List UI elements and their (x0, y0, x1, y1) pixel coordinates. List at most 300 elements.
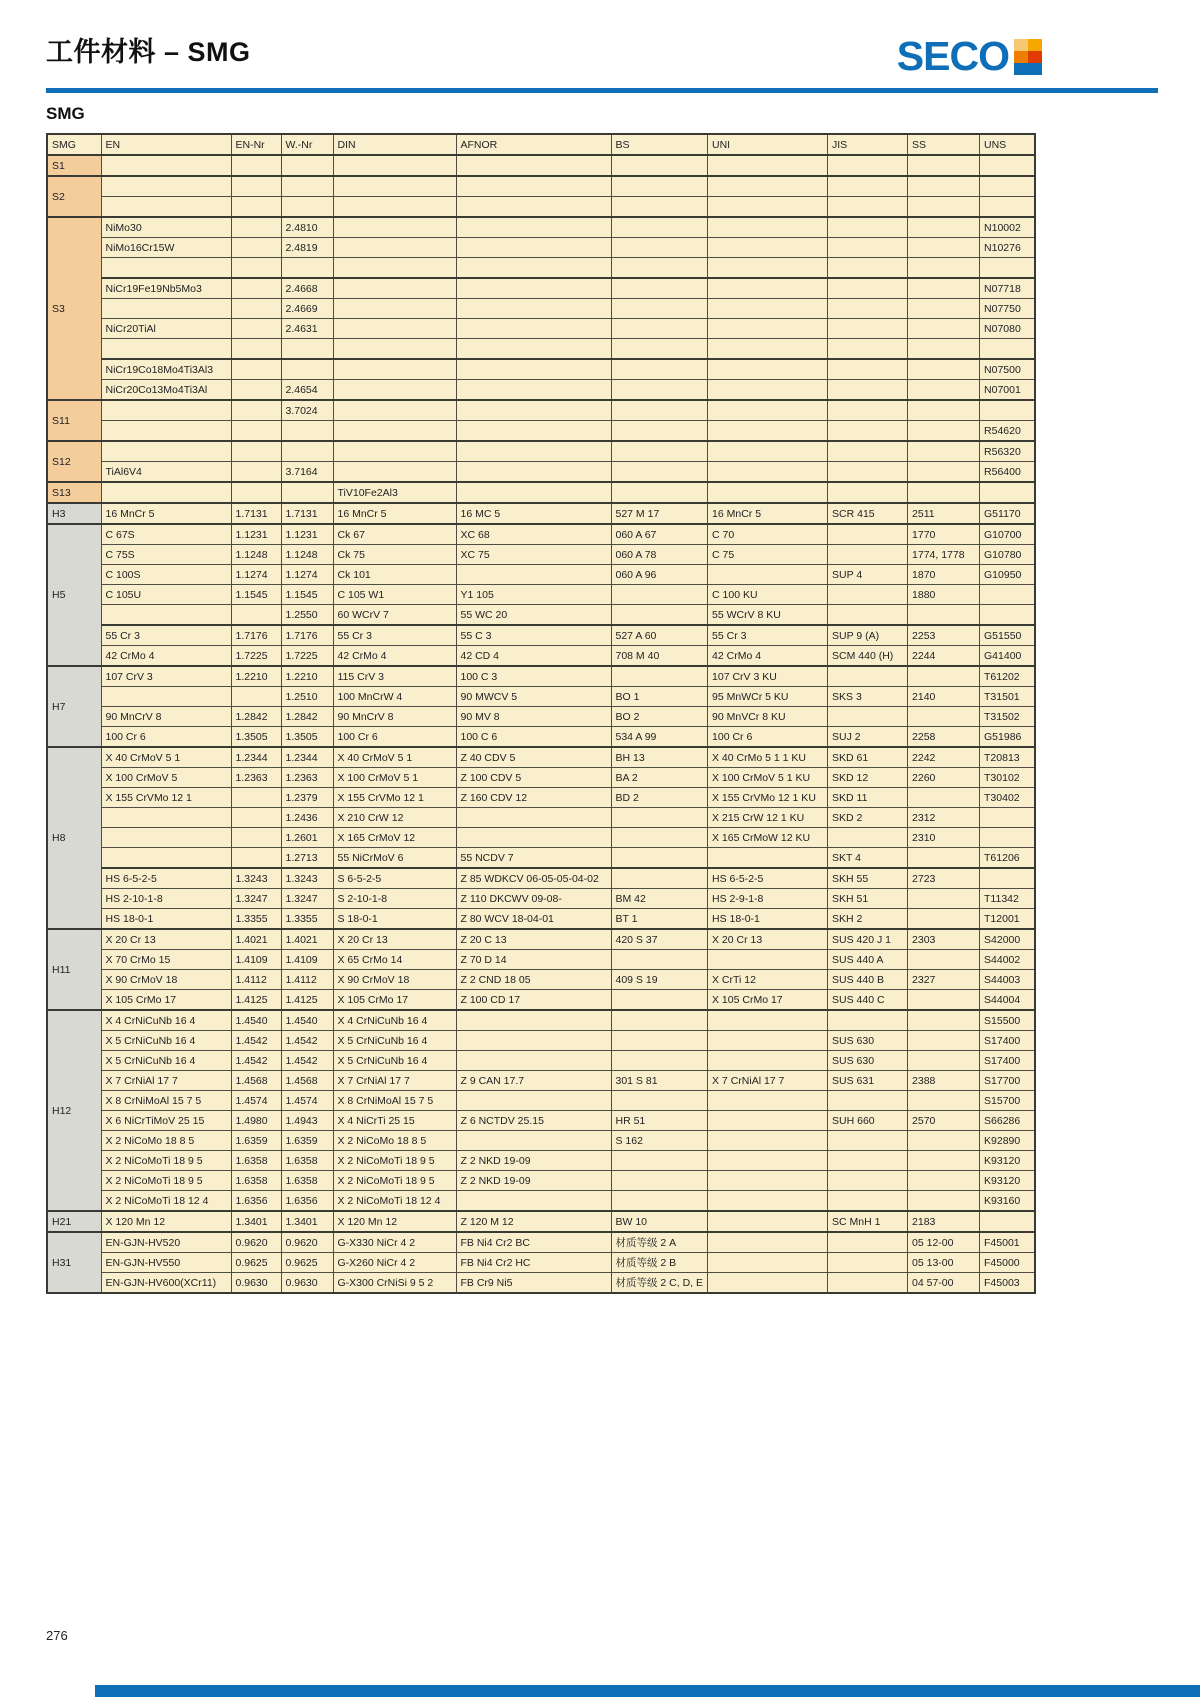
cell (708, 1051, 828, 1071)
cell (456, 1131, 611, 1151)
cell (456, 400, 611, 421)
cell: SUP 4 (828, 565, 908, 585)
cell: X 215 CrW 12 1 KU (708, 808, 828, 828)
cell (708, 565, 828, 585)
cell (908, 155, 980, 176)
cell (231, 808, 281, 828)
cell: K93120 (980, 1151, 1035, 1171)
cell (101, 605, 231, 626)
cell: K92890 (980, 1131, 1035, 1151)
cell (456, 299, 611, 319)
cell (611, 848, 708, 869)
cell: 42 CD 4 (456, 646, 611, 667)
cell: 90 MWCV 5 (456, 687, 611, 707)
cell (828, 197, 908, 218)
cell: HS 6-5-2-5 (708, 868, 828, 889)
table-row (47, 1071, 1035, 1091)
cell: 100 C 3 (456, 666, 611, 687)
cell: X 100 CrMoV 5 1 KU (708, 768, 828, 788)
cell: X 5 CrNiCuNb 16 4 (101, 1051, 231, 1071)
cell (708, 197, 828, 218)
cell (908, 197, 980, 218)
cell (456, 155, 611, 176)
cell (611, 197, 708, 218)
cell: SKT 4 (828, 848, 908, 869)
cell: 527 M 17 (611, 503, 708, 524)
cell (708, 1091, 828, 1111)
cell (908, 176, 980, 197)
column-header: UNI (708, 134, 828, 155)
cell: BD 2 (611, 788, 708, 808)
cell: 1.4568 (231, 1071, 281, 1091)
cell (980, 828, 1035, 848)
cell (333, 359, 456, 380)
cell: 2.4631 (281, 319, 333, 339)
cell: Z 20 C 13 (456, 929, 611, 950)
cell: 2260 (908, 768, 980, 788)
cell (231, 482, 281, 503)
cell: Z 120 M 12 (456, 1211, 611, 1232)
cell: N10002 (980, 217, 1035, 238)
cell: X 20 Cr 13 (333, 929, 456, 950)
cell (908, 258, 980, 279)
cell (708, 1111, 828, 1131)
cell: 1770 (908, 524, 980, 545)
cell (456, 828, 611, 848)
cell (980, 605, 1035, 626)
cell: F45000 (980, 1253, 1035, 1273)
cell (908, 1171, 980, 1191)
cell (908, 666, 980, 687)
cell (828, 258, 908, 279)
cell: 3.7164 (281, 462, 333, 483)
cell: 1.7176 (281, 625, 333, 646)
table-row (47, 768, 1035, 788)
cell: 2723 (908, 868, 980, 889)
cell (908, 299, 980, 319)
cell (281, 441, 333, 462)
cell: N07001 (980, 380, 1035, 401)
cell: 1.1248 (281, 545, 333, 565)
cell (908, 217, 980, 238)
cell: SUS 440 B (828, 970, 908, 990)
cell: X 90 CrMoV 18 (101, 970, 231, 990)
cell: SUP 9 (A) (828, 625, 908, 646)
table-row (47, 299, 1035, 319)
cell: 534 A 99 (611, 727, 708, 748)
section-label: SMG (46, 104, 85, 123)
cell (908, 421, 980, 442)
cell: 100 Cr 6 (333, 727, 456, 748)
cell (456, 441, 611, 462)
cell: 1.1231 (231, 524, 281, 545)
cell: T20813 (980, 747, 1035, 768)
cell: X 90 CrMoV 18 (333, 970, 456, 990)
cell: G-X260 NiCr 4 2 (333, 1253, 456, 1273)
cell: 16 MC 5 (456, 503, 611, 524)
cell: SCM 440 (H) (828, 646, 908, 667)
cell (980, 258, 1035, 279)
cell: 16 MnCr 5 (708, 503, 828, 524)
cell (908, 707, 980, 727)
table-row (47, 848, 1035, 869)
column-header: EN (101, 134, 231, 155)
cell (828, 1273, 908, 1294)
cell: HS 18-0-1 (708, 909, 828, 930)
cell: 1.7225 (281, 646, 333, 667)
cell: S44003 (980, 970, 1035, 990)
cell: 材质等级 2 A (611, 1232, 708, 1253)
cell (908, 1010, 980, 1031)
group-label-h8: H8 (47, 747, 101, 929)
cell (828, 1091, 908, 1111)
cell (708, 380, 828, 401)
cell (231, 380, 281, 401)
cell (980, 808, 1035, 828)
cell (231, 400, 281, 421)
column-header: SMG (47, 134, 101, 155)
cell (333, 155, 456, 176)
cell (231, 828, 281, 848)
cell (708, 1171, 828, 1191)
cell: Z 2 NKD 19-09 (456, 1171, 611, 1191)
cell: 1.2344 (281, 747, 333, 768)
cell: 04 57-00 (908, 1273, 980, 1294)
cell (611, 808, 708, 828)
cell (980, 868, 1035, 889)
cell (611, 155, 708, 176)
logo-square (1028, 51, 1042, 63)
cell: 55 C 3 (456, 625, 611, 646)
table-row (47, 808, 1035, 828)
cell: S42000 (980, 929, 1035, 950)
cell: Ck 101 (333, 565, 456, 585)
table-row (47, 788, 1035, 808)
cell: X 210 CrW 12 (333, 808, 456, 828)
cell (828, 1151, 908, 1171)
cell: X 20 Cr 13 (101, 929, 231, 950)
cell: R56400 (980, 462, 1035, 483)
cell (980, 585, 1035, 605)
cell: BW 10 (611, 1211, 708, 1232)
cell: T12001 (980, 909, 1035, 930)
cell: SUS 420 J 1 (828, 929, 908, 950)
cell (456, 421, 611, 442)
cell: X 105 CrMo 17 (333, 990, 456, 1011)
cell: X 165 CrMoW 12 KU (708, 828, 828, 848)
cell: G10950 (980, 565, 1035, 585)
table-row (47, 828, 1035, 848)
cell: X 4 CrNiCuNb 16 4 (101, 1010, 231, 1031)
cell: 1.4568 (281, 1071, 333, 1091)
table-row (47, 524, 1035, 545)
cell (611, 339, 708, 360)
cell: C 67S (101, 524, 231, 545)
cell: 107 CrV 3 (101, 666, 231, 687)
cell: EN-GJN-HV550 (101, 1253, 231, 1273)
table-row (47, 1273, 1035, 1294)
cell: 1.4112 (231, 970, 281, 990)
cell: 1.3401 (231, 1211, 281, 1232)
cell: 100 Cr 6 (101, 727, 231, 748)
cell: Z 70 D 14 (456, 950, 611, 970)
cell (828, 707, 908, 727)
cell: S17400 (980, 1031, 1035, 1051)
cell: 1.7225 (231, 646, 281, 667)
cell: S15700 (980, 1091, 1035, 1111)
cell (611, 359, 708, 380)
cell (231, 238, 281, 258)
cell (708, 176, 828, 197)
cell: 2.4654 (281, 380, 333, 401)
cell (611, 1171, 708, 1191)
cell (708, 1031, 828, 1051)
cell: G41400 (980, 646, 1035, 667)
cell: SKD 11 (828, 788, 908, 808)
cell: 1.4542 (231, 1051, 281, 1071)
cell (456, 176, 611, 197)
cell: 0.9630 (281, 1273, 333, 1294)
cell: Z 100 CDV 5 (456, 768, 611, 788)
cell: S 162 (611, 1131, 708, 1151)
table-row (47, 1232, 1035, 1253)
cell (611, 482, 708, 503)
cell (611, 421, 708, 442)
cell (908, 950, 980, 970)
cell (101, 482, 231, 503)
cell: Ck 75 (333, 545, 456, 565)
cell (101, 155, 231, 176)
cell (611, 1091, 708, 1111)
cell (456, 1051, 611, 1071)
group-label-h12: H12 (47, 1010, 101, 1211)
table-row (47, 217, 1035, 238)
column-header: BS (611, 134, 708, 155)
cell: 1.7131 (231, 503, 281, 524)
cell: R56320 (980, 441, 1035, 462)
cell: 1.2713 (281, 848, 333, 869)
cell: T30102 (980, 768, 1035, 788)
cell: Z 80 WCV 18-04-01 (456, 909, 611, 930)
cell (828, 421, 908, 442)
cell (333, 217, 456, 238)
cell (281, 482, 333, 503)
cell: 2244 (908, 646, 980, 667)
table-row (47, 625, 1035, 646)
cell (828, 666, 908, 687)
cell (281, 197, 333, 218)
cell: N07500 (980, 359, 1035, 380)
cell: SKD 61 (828, 747, 908, 768)
cell (708, 1010, 828, 1031)
cell (333, 299, 456, 319)
cell (281, 359, 333, 380)
cell: 2303 (908, 929, 980, 950)
cell (980, 339, 1035, 360)
cell: 1.4980 (231, 1111, 281, 1131)
cell (908, 909, 980, 930)
cell: 1.6356 (281, 1191, 333, 1212)
cell (456, 462, 611, 483)
cell (708, 359, 828, 380)
cell: C 105U (101, 585, 231, 605)
cell (828, 605, 908, 626)
table-row (47, 1131, 1035, 1151)
cell: 1.4540 (231, 1010, 281, 1031)
cell: 1.2210 (231, 666, 281, 687)
cell: T30402 (980, 788, 1035, 808)
table-row (47, 278, 1035, 299)
cell: 1.3505 (281, 727, 333, 748)
cell: 1.2601 (281, 828, 333, 848)
cell (708, 482, 828, 503)
cell: 0.9625 (231, 1253, 281, 1273)
cell: X 2 NiCoMoTi 18 12 4 (333, 1191, 456, 1212)
cell (828, 1131, 908, 1151)
group-label-h7: H7 (47, 666, 101, 747)
seco-logo-mark-icon (1014, 39, 1042, 75)
cell (708, 1191, 828, 1212)
cell (908, 359, 980, 380)
cell: SCR 415 (828, 503, 908, 524)
cell: 2140 (908, 687, 980, 707)
cell: Z 100 CD 17 (456, 990, 611, 1011)
table-row (47, 1111, 1035, 1131)
cell: X 2 NiCoMoTi 18 9 5 (101, 1151, 231, 1171)
cell: 1.1545 (231, 585, 281, 605)
cell (611, 666, 708, 687)
cell: G10780 (980, 545, 1035, 565)
cell (456, 319, 611, 339)
table-row (47, 747, 1035, 768)
cell (611, 585, 708, 605)
cell: Z 2 CND 18 05 (456, 970, 611, 990)
cell: BO 1 (611, 687, 708, 707)
table-row (47, 503, 1035, 524)
table-row (47, 176, 1035, 197)
cell (980, 400, 1035, 421)
cell (101, 176, 231, 197)
cell: T11342 (980, 889, 1035, 909)
cell (828, 380, 908, 401)
cell: X 100 CrMoV 5 (101, 768, 231, 788)
cell: BT 1 (611, 909, 708, 930)
cell (456, 339, 611, 360)
cell: 1.1274 (281, 565, 333, 585)
cell: 2327 (908, 970, 980, 990)
cell (908, 848, 980, 869)
cell: 1.4542 (281, 1051, 333, 1071)
cell (456, 359, 611, 380)
cell: SKD 12 (828, 768, 908, 788)
cell: 55 NCDV 7 (456, 848, 611, 869)
column-header: W.-Nr (281, 134, 333, 155)
group-label-s12: S12 (47, 441, 101, 482)
cell: 1.4574 (281, 1091, 333, 1111)
cell: SUS 630 (828, 1051, 908, 1071)
cell: C 75 (708, 545, 828, 565)
cell: 2258 (908, 727, 980, 748)
cell: K93120 (980, 1171, 1035, 1191)
cell (708, 278, 828, 299)
cell: 1.4021 (281, 929, 333, 950)
group-label-h31: H31 (47, 1232, 101, 1293)
cell (908, 339, 980, 360)
cell (908, 1051, 980, 1071)
cell (281, 155, 333, 176)
column-header: AFNOR (456, 134, 611, 155)
cell: 107 CrV 3 KU (708, 666, 828, 687)
cell: X 4 CrNiCuNb 16 4 (333, 1010, 456, 1031)
cell: 2183 (908, 1211, 980, 1232)
cell (231, 278, 281, 299)
cell (980, 155, 1035, 176)
group-label-s11: S11 (47, 400, 101, 441)
cell: 1.4112 (281, 970, 333, 990)
cell: 90 MnCrV 8 (333, 707, 456, 727)
cell: S 6-5-2-5 (333, 868, 456, 889)
cell (708, 1273, 828, 1294)
cell (908, 1131, 980, 1151)
cell: NiCr19Fe19Nb5Mo3 (101, 278, 231, 299)
cell (231, 339, 281, 360)
cell (456, 482, 611, 503)
cell: Z 40 CDV 5 (456, 747, 611, 768)
cell: 1.4542 (281, 1031, 333, 1051)
cell: 060 A 96 (611, 565, 708, 585)
cell (101, 299, 231, 319)
cell: FB Ni4 Cr2 BC (456, 1232, 611, 1253)
logo-square (1014, 51, 1028, 63)
cell: 527 A 60 (611, 625, 708, 646)
cell: 1.2363 (281, 768, 333, 788)
group-label-h3: H3 (47, 503, 101, 524)
column-header: UNS (980, 134, 1035, 155)
cell: 42 CrMo 4 (708, 646, 828, 667)
cell: 1.2842 (281, 707, 333, 727)
cell: R54620 (980, 421, 1035, 442)
cell: X 40 CrMoV 5 1 (101, 747, 231, 768)
cell (611, 400, 708, 421)
cell (456, 258, 611, 279)
seco-logo (896, 33, 1042, 79)
cell (980, 1211, 1035, 1232)
cell: T61206 (980, 848, 1035, 869)
table-row (47, 359, 1035, 380)
cell (708, 462, 828, 483)
table-row (47, 1151, 1035, 1171)
cell (333, 238, 456, 258)
table-row (47, 970, 1035, 990)
table-row (47, 585, 1035, 605)
cell (908, 1091, 980, 1111)
cell: 1.2379 (281, 788, 333, 808)
cell (908, 278, 980, 299)
cell (908, 1191, 980, 1212)
cell (708, 1151, 828, 1171)
cell (333, 339, 456, 360)
cell: 2.4810 (281, 217, 333, 238)
cell: 1.4021 (231, 929, 281, 950)
cell (231, 441, 281, 462)
cell: HS 18-0-1 (101, 909, 231, 930)
cell (708, 1131, 828, 1151)
cell (980, 176, 1035, 197)
cell (828, 1191, 908, 1212)
cell (101, 808, 231, 828)
cell: 1.2510 (281, 687, 333, 707)
cell: 95 MnWCr 5 KU (708, 687, 828, 707)
